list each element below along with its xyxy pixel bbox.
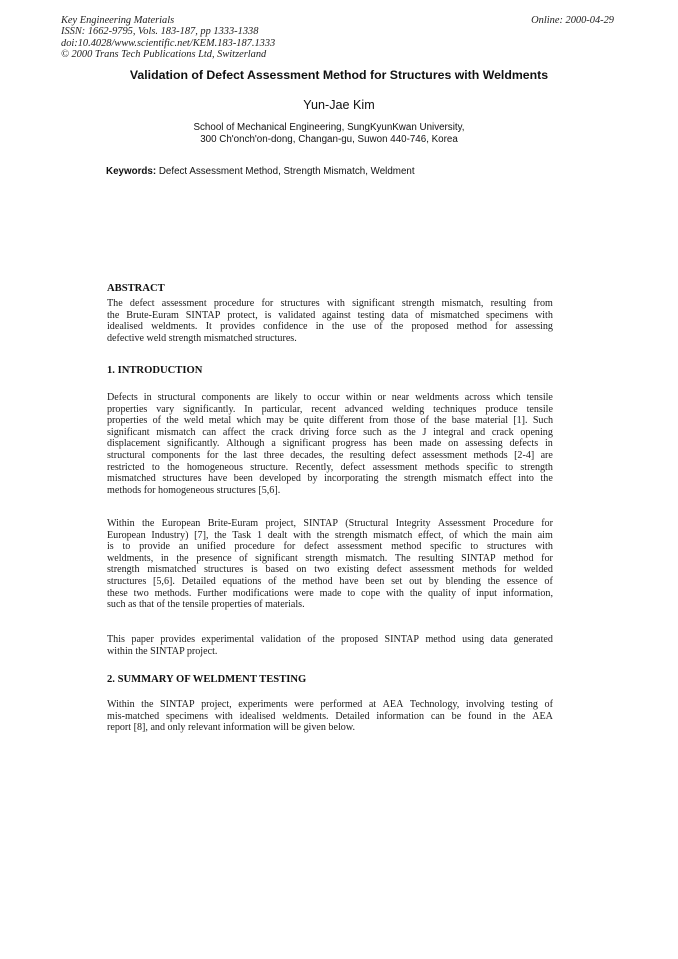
text-line: properties vary significantly. In particular, recent advanced welding techniques produce tensile [107, 403, 553, 415]
text-line: strength mismatched structures is based on two existing defect assessment methods for welded [107, 564, 553, 576]
text-line: This paper provides experimental validation of the proposed SINTAP method using data generated [107, 634, 553, 645]
doi-line: doi:10.4028/www.scientific.net/KEM.183-187.1333 [61, 37, 276, 49]
author-name: Yun-Jae Kim [303, 98, 375, 112]
keywords-text: Defect Assessment Method, Strength Mismatch, Weldment [158, 166, 415, 177]
weldment-testing-heading: 2. SUMMARY OF WELDMENT TESTING [107, 674, 307, 685]
text-line: methods for homogeneous structures [5,6]. [107, 484, 281, 496]
text-line: structures [5,6]. Detailed equations of the method have been set out by blending the essence of [107, 575, 553, 587]
text-line: within the SINTAP project. [107, 645, 218, 657]
text-line: report [8], and only relevant information will be given below. [107, 722, 355, 734]
introduction-paragraph-2 [107, 518, 553, 611]
introduction-paragraph-1 [107, 392, 553, 496]
text-line: Defects in structural components are likely to occur within or near weldments across which tensile [107, 392, 553, 403]
paper-title: Validation of Defect Assessment Method for Structures with Weldments [129, 68, 549, 82]
issn-line: ISSN: 1662-9795, Vols. 183-187, pp 1333-1338 [61, 26, 259, 38]
text-line: these two methods. Further modifications were made to cope with the quality of input information, [107, 587, 553, 599]
text-line: significant mismatch can affect the crack driving force such as the J integral and crack opening [107, 426, 553, 438]
text-line: properties of the weld metal which may be quite different from those of the base material [1]. Such [107, 415, 553, 427]
weldment-testing-paragraph [107, 699, 553, 734]
keywords-label: Keywords: [106, 166, 157, 177]
text-line: idealised weldments. It provides confidence in the use of the proposed method for assessing [107, 321, 553, 333]
introduction-paragraph-3 [107, 634, 553, 657]
text-line: displacement significantly. Although a significant progress has been made on assessing defects in [107, 438, 553, 450]
abstract-heading: ABSTRACT [107, 283, 165, 294]
text-line: such as that of the tensile properties of materials. [107, 599, 305, 611]
journal-name: Key Engineering Materials [61, 15, 175, 26]
abstract-body [107, 298, 553, 344]
text-line: the Brute-Euram SINTAP protect, is validated against testing data of mismatched specimens with [107, 309, 553, 321]
text-line: restricted to the homogeneous structure. Recently, defect assessment methods specific to strength [107, 461, 553, 473]
text-line: defective weld strength mismatched structures. [107, 332, 297, 344]
text-line: weldments, in the presence of significant strength mismatch. The resulting SINTAP method for [107, 552, 553, 564]
introduction-heading: 1. INTRODUCTION [107, 365, 203, 376]
text-line: is to provide an unified procedure for defect assessment method specific to structures with [107, 541, 553, 553]
affiliation-line: 300 Ch'onch'on-dong, Changan-gu, Suwon 440-746, Korea [200, 134, 458, 145]
text-line: Within the European Brite-Euram project, SINTAP (Structural Integrity Assessment Procedure for [107, 518, 553, 529]
affiliation-line: School of Mechanical Engineering, SungKyunKwan University, [193, 122, 465, 133]
text-line: Within the SINTAP project, experiments were performed at AEA Technology, involving testing of [107, 699, 553, 710]
text-line: mis-matched specimens with idealised weldments. Detailed information can be found in the AEA [107, 710, 553, 722]
affiliation [0, 122, 658, 146]
copyright-line: © 2000 Trans Tech Publications Ltd, Switzerland [61, 49, 267, 61]
keywords [106, 166, 415, 177]
text-line: European Industry) [7], the Task 1 dealt with the strength mismatch effect, of which the main aim [107, 529, 553, 541]
text-line: structural components for the last three decades, the resulting defect assessment methods [2-4] are [107, 449, 553, 461]
journal-info [61, 15, 275, 61]
text-line: The defect assessment procedure for structures with significant strength mismatch, resulting from [107, 298, 553, 309]
text-line: mismatched structures have been developed by incorporating the strength mismatch effect into the [107, 473, 553, 485]
online-date: Online: 2000-04-29 [531, 15, 614, 26]
